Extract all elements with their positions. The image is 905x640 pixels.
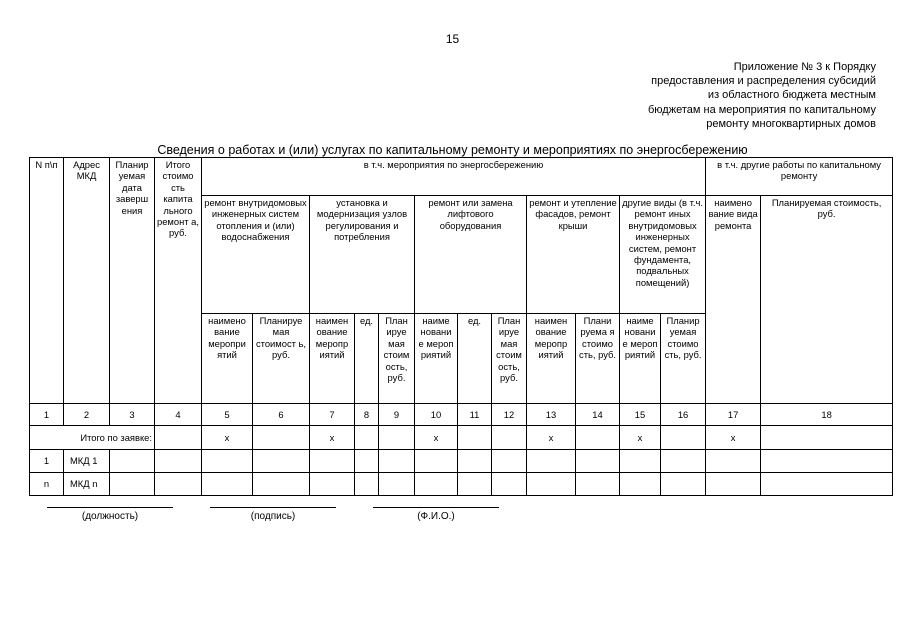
x-mark: x bbox=[202, 426, 253, 450]
col-number: 12 bbox=[492, 404, 527, 426]
table-cell bbox=[492, 426, 527, 450]
header-planned-date: Планир уемая дата заверш ения bbox=[110, 158, 155, 404]
appendix-line: предоставления и распределения субсидий bbox=[651, 75, 876, 88]
signature-position bbox=[47, 507, 173, 522]
row-address: МКД 1 bbox=[64, 450, 110, 473]
col-number: 6 bbox=[253, 404, 310, 426]
group-other-types: другие виды (в т.ч. ремонт иных внутридомовых инженерных систем, ремонт фундамента, подвальных помещений) bbox=[620, 196, 706, 314]
col-number: 17 bbox=[706, 404, 761, 426]
col-number: 7 bbox=[310, 404, 355, 426]
x-mark: x bbox=[706, 426, 761, 450]
table-cell bbox=[202, 450, 253, 473]
subheader-col-5: наимено вание меропри ятий bbox=[202, 314, 253, 404]
subheader-col-10: наиме новани е мероп риятий bbox=[415, 314, 458, 404]
header-other-works: в т.ч. другие работы по капитальному ремонту bbox=[706, 158, 893, 196]
table-cell bbox=[379, 450, 415, 473]
group-regulation-nodes: установка и модернизация узлов регулирования и потребления bbox=[310, 196, 415, 314]
subheader-col-7: наимен ование меропр иятий bbox=[310, 314, 355, 404]
table-cell bbox=[661, 426, 706, 450]
x-mark: x bbox=[415, 426, 458, 450]
table-cell bbox=[458, 450, 492, 473]
signature-label: (Ф.И.О.) bbox=[417, 511, 455, 522]
group-heating-systems: ремонт внутридомовых инженерных систем отопления и (или) водоснабжения bbox=[202, 196, 310, 314]
table-cell bbox=[379, 426, 415, 450]
table-row bbox=[30, 450, 893, 473]
subheader-col-15: наиме новани е мероп риятий bbox=[620, 314, 661, 404]
table-cell bbox=[253, 426, 310, 450]
col-number: 8 bbox=[355, 404, 379, 426]
col-number: 11 bbox=[458, 404, 492, 426]
table-cell bbox=[761, 426, 893, 450]
document-title: Сведения о работах и (или) услугах по капитальному ремонту и мероприятиях по энергосбережению bbox=[157, 143, 748, 157]
col-number: 14 bbox=[576, 404, 620, 426]
table-row bbox=[30, 473, 893, 496]
subheader-col-9: План ируе мая стоим ость, руб. bbox=[379, 314, 415, 404]
subheader-col-13: наимен ование меропр иятий bbox=[527, 314, 576, 404]
page-number: 15 bbox=[445, 32, 460, 46]
appendix-line: бюджетам на мероприятия по капитальному bbox=[648, 103, 876, 116]
table-cell bbox=[661, 473, 706, 496]
header-address: Адрес МКД bbox=[64, 158, 110, 404]
col-number: 3 bbox=[110, 404, 155, 426]
x-mark: x bbox=[620, 426, 661, 450]
col-number: 9 bbox=[379, 404, 415, 426]
signature-line bbox=[210, 507, 336, 508]
appendix-line: ремонту многоквартирных домов bbox=[706, 117, 876, 130]
table-cell bbox=[706, 473, 761, 496]
table-cell bbox=[355, 473, 379, 496]
total-label: Итого по заявке: bbox=[30, 426, 155, 450]
header-repair-type-name: наимено вание вида ремонта bbox=[706, 196, 761, 404]
x-mark: x bbox=[310, 426, 355, 450]
table-cell bbox=[458, 426, 492, 450]
table-cell bbox=[576, 426, 620, 450]
subheader-col-12: План ируе мая стоим ость, руб. bbox=[492, 314, 527, 404]
col-number: 2 bbox=[64, 404, 110, 426]
subheader-col-16: Планир уемая стоимо сть, руб. bbox=[661, 314, 706, 404]
group-elevator: ремонт или замена лифтового оборудования bbox=[415, 196, 527, 314]
signature-label: (подпись) bbox=[250, 511, 296, 522]
signature-label: (должность) bbox=[81, 511, 139, 522]
table-cell bbox=[761, 450, 893, 473]
table-cell bbox=[355, 426, 379, 450]
table-cell bbox=[527, 450, 576, 473]
col-number: 13 bbox=[527, 404, 576, 426]
header-total-cost: Итого стоимо сть капита льного ремонт а, руб. bbox=[155, 158, 202, 404]
col-number: 5 bbox=[202, 404, 253, 426]
table-cell bbox=[110, 450, 155, 473]
table-cell bbox=[527, 473, 576, 496]
table-cell bbox=[379, 473, 415, 496]
row-num: n bbox=[30, 473, 64, 496]
subheader-col-11: ед. bbox=[458, 314, 492, 404]
table-cell bbox=[706, 450, 761, 473]
table-cell bbox=[155, 450, 202, 473]
col-number: 16 bbox=[661, 404, 706, 426]
table-cell bbox=[761, 473, 893, 496]
table-cell bbox=[415, 473, 458, 496]
col-number: 15 bbox=[620, 404, 661, 426]
works-table bbox=[29, 157, 893, 496]
table-cell bbox=[492, 450, 527, 473]
signature-line bbox=[373, 507, 499, 508]
col-number: 4 bbox=[155, 404, 202, 426]
table-cell bbox=[253, 450, 310, 473]
col-number: 18 bbox=[761, 404, 893, 426]
table-cell bbox=[253, 473, 310, 496]
row-num: 1 bbox=[30, 450, 64, 473]
header-num: N п\п bbox=[30, 158, 64, 404]
table-cell bbox=[155, 426, 202, 450]
table-cell bbox=[202, 473, 253, 496]
table-cell bbox=[155, 473, 202, 496]
table-cell bbox=[492, 473, 527, 496]
appendix-line: из областного бюджета местным bbox=[707, 89, 876, 102]
table-cell bbox=[620, 450, 661, 473]
table-cell bbox=[355, 450, 379, 473]
table-cell bbox=[458, 473, 492, 496]
signature-fio bbox=[373, 507, 499, 522]
appendix-line: Приложение № 3 к Порядку bbox=[733, 61, 876, 73]
subheader-col-6: Планируе мая стоимост ь, руб. bbox=[253, 314, 310, 404]
subheader-col-8: ед. bbox=[355, 314, 379, 404]
signature-line bbox=[47, 507, 173, 508]
col-number: 10 bbox=[415, 404, 458, 426]
table-cell bbox=[620, 473, 661, 496]
table-cell bbox=[110, 473, 155, 496]
table-cell bbox=[310, 473, 355, 496]
col-number: 1 bbox=[30, 404, 64, 426]
subheader-col-14: Плани руема я стоимо сть, руб. bbox=[576, 314, 620, 404]
group-facades-roof: ремонт и утепление фасадов, ремонт крыши bbox=[527, 196, 620, 314]
appendix-header bbox=[648, 60, 876, 131]
table-cell bbox=[576, 450, 620, 473]
header-energy-measures: в т.ч. мероприятия по энергосбережению bbox=[202, 158, 706, 196]
signature-sign bbox=[210, 507, 336, 522]
row-address: МКД n bbox=[64, 473, 110, 496]
table-cell bbox=[661, 450, 706, 473]
table-cell bbox=[576, 473, 620, 496]
table-cell bbox=[310, 450, 355, 473]
x-mark: x bbox=[527, 426, 576, 450]
header-planned-cost: Планируемая стоимость, руб. bbox=[761, 196, 893, 404]
table-cell bbox=[415, 450, 458, 473]
